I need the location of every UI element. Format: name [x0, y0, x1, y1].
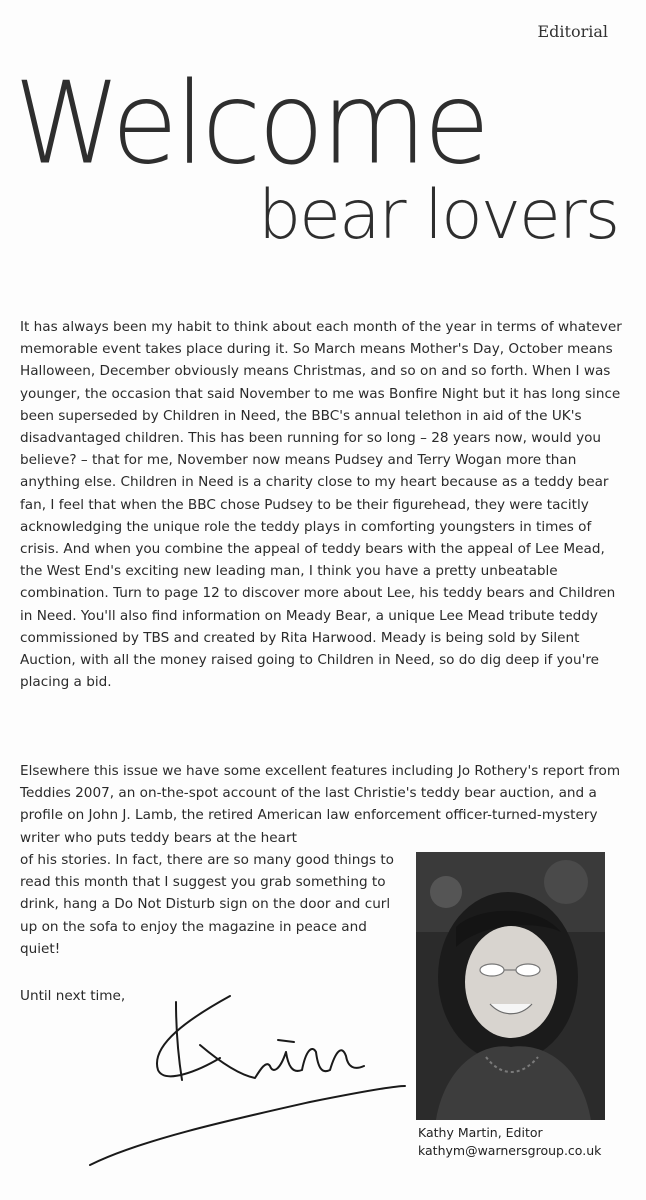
page-title-subtitle: bear lovers: [258, 176, 619, 255]
photo-caption: [418, 1124, 601, 1160]
editor-name: Kathy Martin, Editor: [418, 1125, 543, 1140]
section-label: Editorial: [537, 22, 608, 41]
signoff-text: Until next time,: [20, 988, 126, 1004]
body-paragraph-2: Elsewhere this issue we have some excellent features including Jo Rothery's report from Teddies 2007, an on-the-spot account of the last Christie's teddy bear auction, and a profile on John J. Lamb, the retired American law enforcement officer-turned-mystery writer who puts teddy bears at the heart: [20, 763, 621, 846]
body-paragraph-1: It has always been my habit to think about each month of the year in terms of whatever memorable event takes place during it. So March means Mother's Day, October means Halloween, December obviously means Christmas, and so on and so forth. When I was younger, the occasion that said November to me was Bonfire Night but it has long since been superseded by Children in Need, the BBC's annual telethon in aid of the UK's disadvantaged children. This has been running for so long – 28 years now, would you believe? – that for me, November now means Pudsey and Terry Wogan more than anything else. Children in Need is a charity close to my heart because as a teddy bear fan, I feel that when the BBC chose Pudsey to be their figurehead, they were tacitly acknowledging the unique role the teddy plays in comforting youngsters in times of crisis. And when you combine the appeal of teddy bears with the appeal of Lee Mead, the West End's exciting new leading man, I think you have a pretty unbeatable combination. Turn to page 12 to discover more about Lee, his teddy bears and Children in Need. You'll also find information on Meady Bear, a unique Lee Mead tribute teddy commissioned by TBS and created by Rita Harwood. Meady is being sold by Silent Auction, with all the money raised going to Children in Need, so do dig deep if you're placing a bid.: [20, 319, 622, 691]
body-paragraph-2-continued: of his stories. In fact, there are so many good things to read this month that I suggest you grab something to drink, hang a Do Not Disturb sign on the door and curl up on the sofa to enjoy the magazine in peace and quiet!: [20, 852, 395, 957]
editor-photo: [416, 852, 605, 1120]
editor-signature: [80, 990, 410, 1184]
page-title-welcome: Welcome: [14, 58, 488, 190]
editor-email[interactable]: kathym@warnersgroup.co.uk: [418, 1143, 602, 1158]
